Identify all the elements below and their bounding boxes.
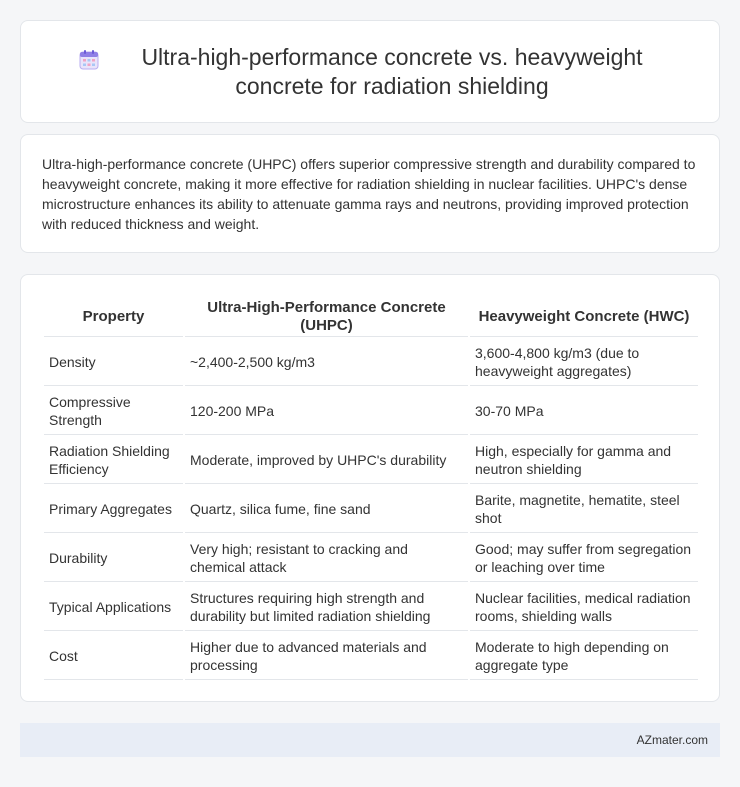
table-cell-uhpc: Quartz, silica fume, fine sand [185,486,468,533]
table-cell-hwc: 3,600-4,800 kg/m3 (due to heavyweight aggregates) [470,339,698,386]
table-cell-uhpc: Higher due to advanced materials and processing [185,633,468,680]
summary-card [20,134,720,253]
table-cell-property: Cost [44,633,183,680]
page-title: Ultra-high-performance concrete vs. heavyweight concrete for radiation shielding [141,43,643,99]
footer-site-link[interactable]: AZmater.com [636,733,708,747]
table-cell-uhpc: 120-200 MPa [185,388,468,435]
table-cell-property: Density [44,339,183,386]
table-cell-uhpc: Moderate, improved by UHPC's durability [185,437,468,484]
calendar-icon [78,49,100,71]
footer [20,723,720,757]
table-cell-hwc: 30-70 MPa [470,388,698,435]
table-cell-uhpc: ~2,400-2,500 kg/m3 [185,339,468,386]
table-row [44,486,698,533]
table-cell-property: Compressive Strength [44,388,183,435]
table-row [44,388,698,435]
table-cell-hwc: Nuclear facilities, medical radiation rooms, shielding walls [470,584,698,631]
summary-text: Ultra-high-performance concrete (UHPC) offers superior compressive strength and durability compared to heavyweight concrete, making it more effective for radiation shielding in nuclear facilities. UHPC's dense microstructure enhances its ability to attenuate gamma rays and neutrons, providing improved protection with reduced thickness and weight. [42,156,696,232]
table-cell-uhpc: Very high; resistant to cracking and chemical attack [185,535,468,582]
table-cell-hwc: Good; may suffer from segregation or leaching over time [470,535,698,582]
table-row [44,584,698,631]
table-row [44,535,698,582]
table-cell-property: Typical Applications [44,584,183,631]
table-cell-hwc: Barite, magnetite, hematite, steel shot [470,486,698,533]
table-cell-hwc: High, especially for gamma and neutron shielding [470,437,698,484]
table-row [44,437,698,484]
table-cell-property: Radiation Shielding Efficiency [44,437,183,484]
column-header-property: Property [44,297,183,337]
column-header-uhpc: Ultra-High-Performance Concrete (UHPC) [185,297,468,337]
table-cell-hwc: Moderate to high depending on aggregate type [470,633,698,680]
table-header-row [44,297,698,337]
comparison-table-card [20,274,720,702]
table-row [44,633,698,680]
table-cell-property: Primary Aggregates [44,486,183,533]
table-row [44,339,698,386]
comparison-table [42,295,700,682]
table-cell-uhpc: Structures requiring high strength and durability but limited radiation shielding [185,584,468,631]
table-cell-property: Durability [44,535,183,582]
title-card [20,20,720,123]
column-header-hwc: Heavyweight Concrete (HWC) [470,297,698,337]
title-wrap [21,43,719,101]
